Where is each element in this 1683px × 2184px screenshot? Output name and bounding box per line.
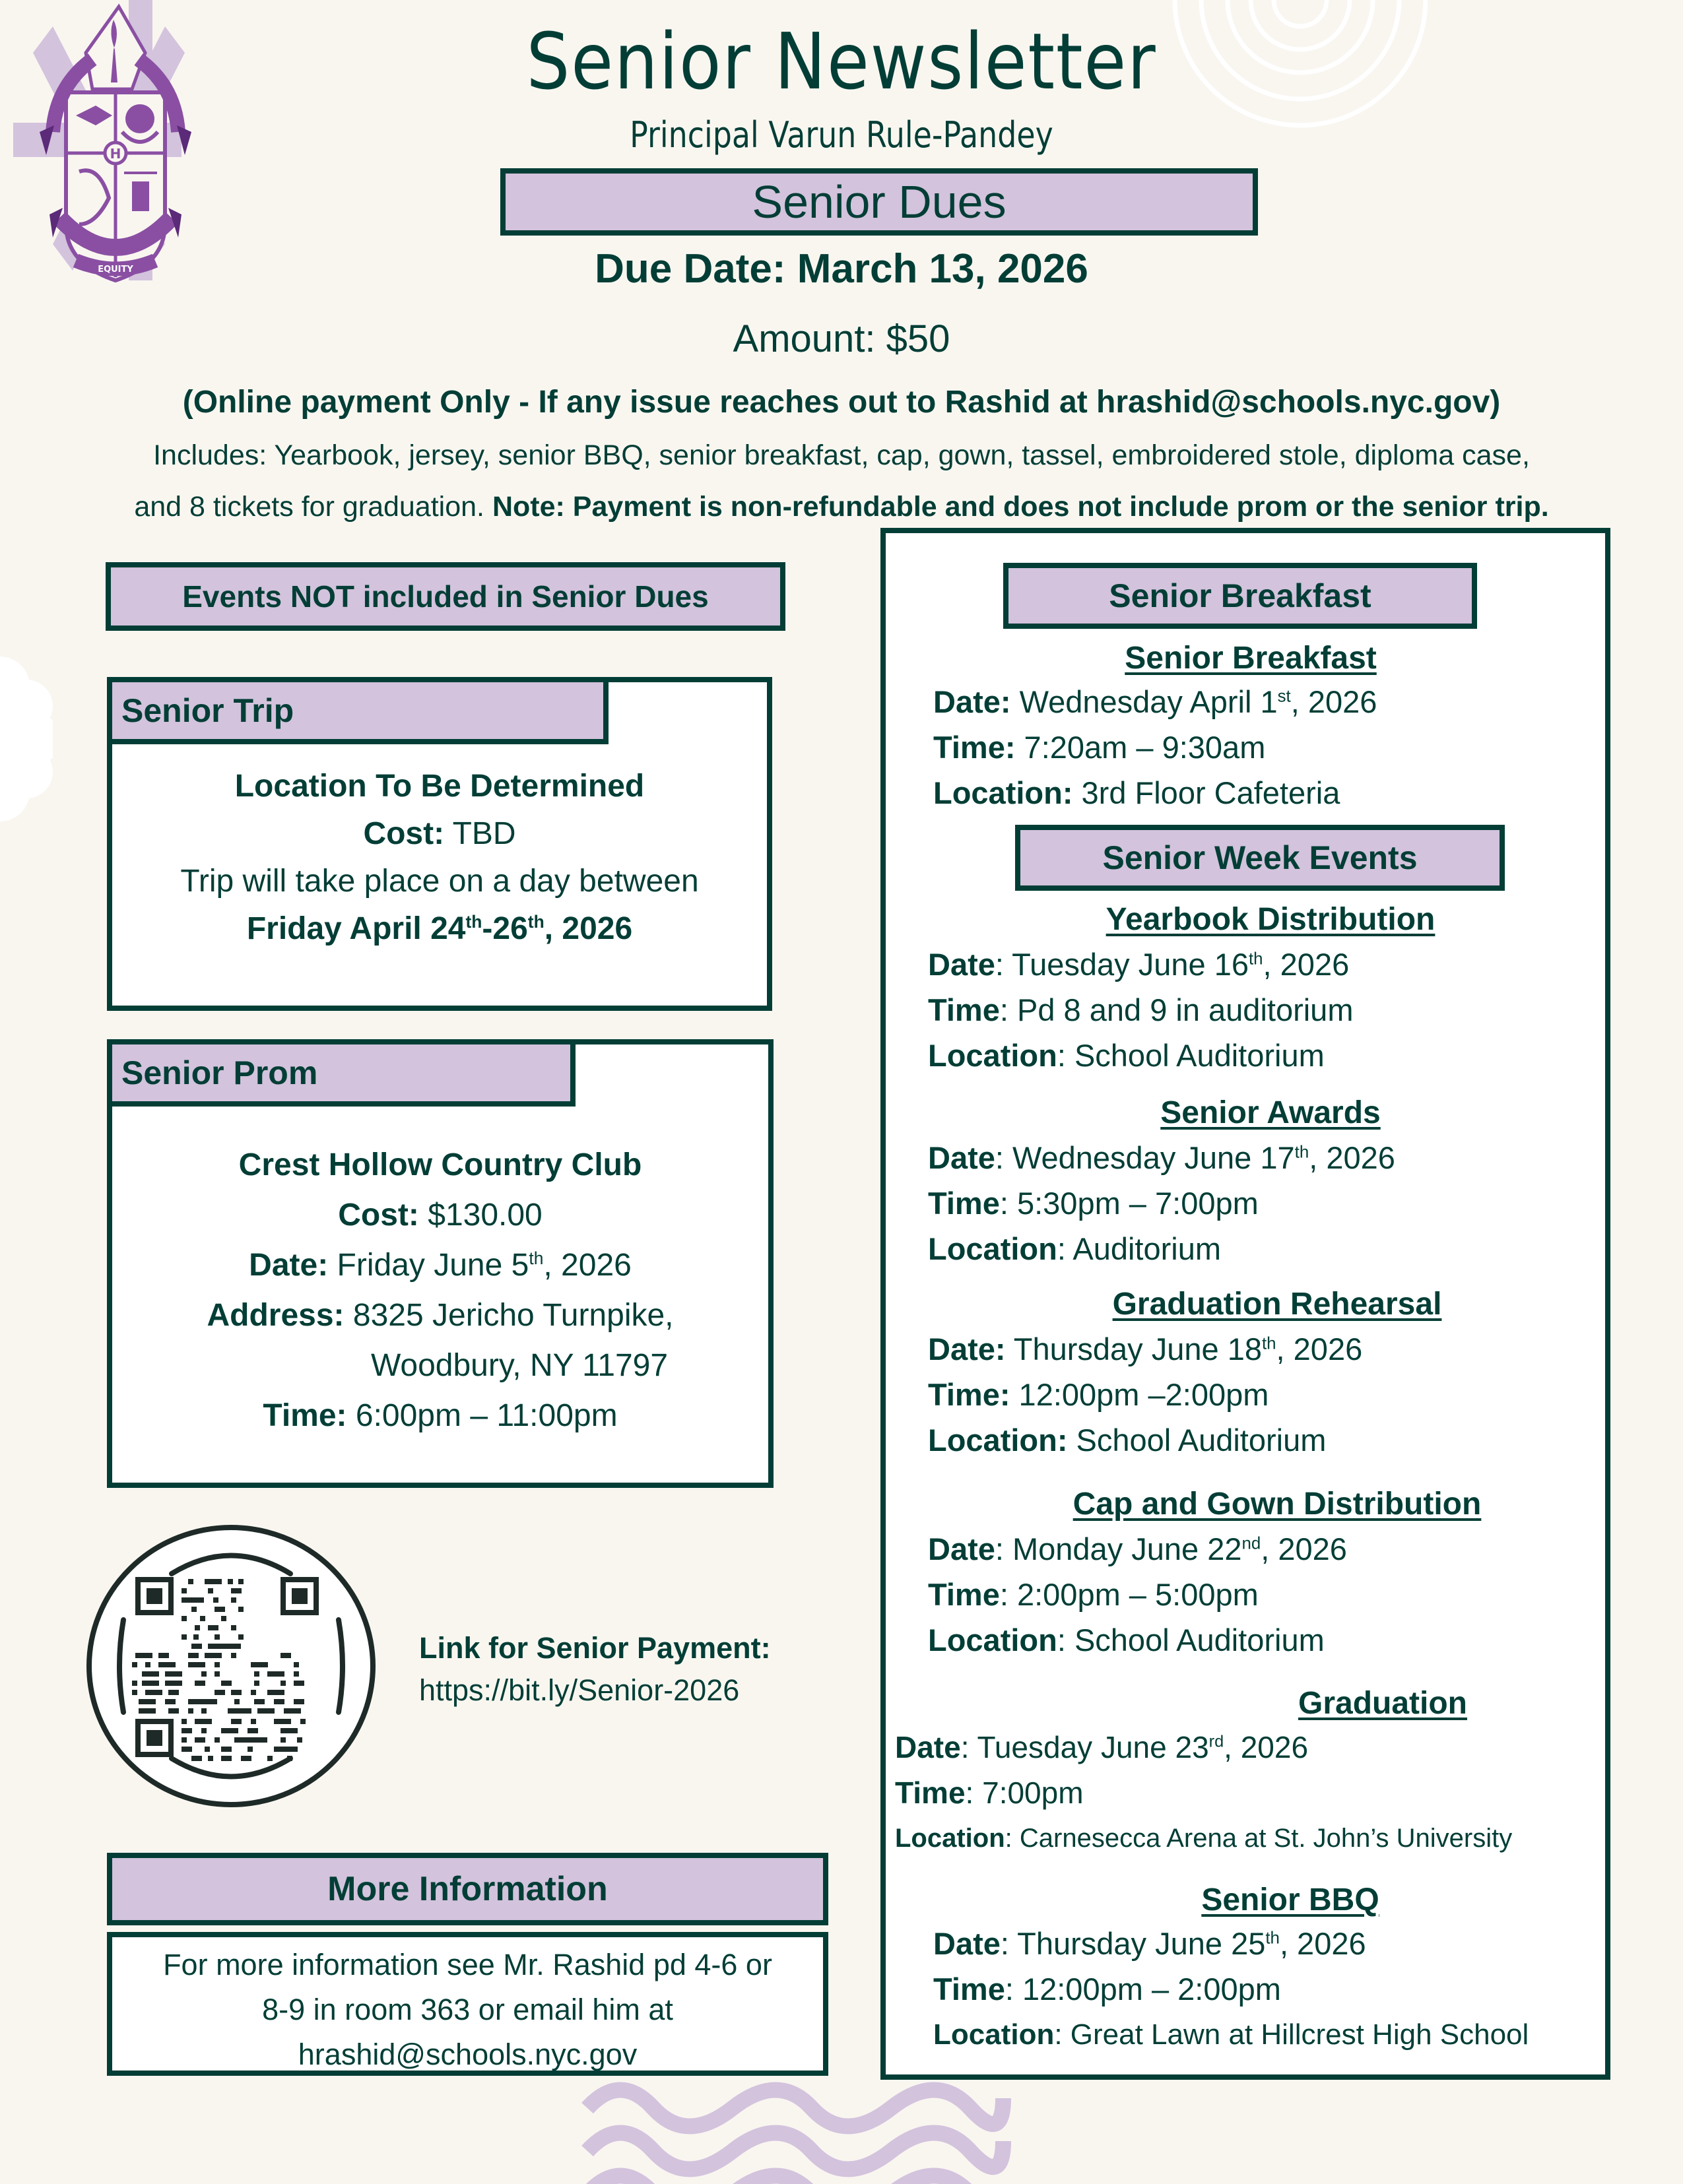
event-time: Time: 2:00pm – 5:00pm	[928, 1577, 1259, 1612]
senior-dues-heading-text: Senior Dues	[752, 176, 1006, 228]
svg-text:EQUITY: EQUITY	[98, 265, 133, 274]
trip-location: Location To Be Determined	[234, 769, 645, 804]
event-date: Date: Tuesday June 23rd, 2026	[895, 1730, 1309, 1764]
prom-address-line-2: Woodbury, NY 11797	[370, 1348, 669, 1383]
svg-text:H: H	[110, 146, 121, 162]
dues-amount: Amount: $50	[733, 317, 950, 360]
non-refundable-note: Note: Payment is non-refundable and does not include prom or the senior trip.	[492, 491, 1549, 523]
event-date: Date: Thursday June 25th, 2026	[933, 1926, 1366, 1961]
due-date: Due Date: March 13, 2026	[595, 246, 1088, 292]
event-title-rehearsal: Graduation Rehearsal	[1112, 1287, 1442, 1322]
trip-window-text: Trip will take place on a day between	[180, 864, 699, 899]
event-date: Date: Wednesday June 17th, 2026	[928, 1140, 1395, 1175]
decorative-waves	[581, 2078, 1030, 2184]
events-not-included-heading	[106, 562, 785, 631]
event-title-graduation: Graduation	[1298, 1686, 1467, 1721]
senior-breakfast-heading	[1003, 563, 1477, 629]
event-time: Time: Pd 8 and 9 in auditorium	[928, 992, 1354, 1027]
more-info-line-1: For more information see Mr. Rashid pd 4-6 or	[163, 1948, 772, 1981]
event-date: Date: Thursday June 18th, 2026	[928, 1332, 1363, 1366]
event-location: Location: School Auditorium	[928, 1038, 1325, 1073]
payment-link-label: Link for Senior Payment:	[419, 1631, 771, 1665]
event-location: Location: Auditorium	[928, 1231, 1222, 1266]
more-information-heading	[107, 1853, 828, 1925]
prom-date: Date: Friday June 5th, 2026	[249, 1248, 632, 1283]
senior-prom-details	[112, 1140, 768, 1441]
senior-week-heading	[1015, 825, 1505, 891]
event-title-awards: Senior Awards	[1160, 1095, 1381, 1130]
payment-link-url[interactable]: https://bit.ly/Senior-2026	[419, 1673, 740, 1707]
event-location: Location: School Auditorium	[928, 1423, 1327, 1458]
includes-line-1: Includes: Yearbook, jersey, senior BBQ, senior breakfast, cap, gown, tassel, embroidered stole, diploma case,	[153, 439, 1530, 471]
newsletter-title: Senior Newsletter	[526, 16, 1157, 107]
event-title-bbq: Senior BBQ	[1201, 1882, 1379, 1917]
more-information-body	[107, 1932, 828, 2076]
breakfast-location: Location: 3rd Floor Cafeteria	[933, 775, 1340, 810]
more-info-email[interactable]: hrashid@schools.nyc.gov	[298, 2038, 638, 2071]
event-title-cap-gown: Cap and Gown Distribution	[1072, 1487, 1482, 1522]
prom-time: Time: 6:00pm – 11:00pm	[263, 1398, 618, 1433]
event-location: Location: Great Lawn at Hillcrest High School	[933, 2018, 1529, 2051]
breakfast-title: Senior Breakfast	[1125, 641, 1377, 676]
breakfast-date: Date: Wednesday April 1st, 2026	[933, 684, 1377, 719]
event-date: Date: Monday June 22nd, 2026	[928, 1531, 1347, 1566]
senior-trip-card	[107, 677, 772, 1011]
includes-line-2	[0, 487, 1683, 527]
more-information-heading-text: More Information	[327, 1870, 608, 1908]
includes-line-2-plain: and 8 tickets for graduation.	[134, 491, 492, 523]
event-location: Location: Carnesecca Arena at St. John’s University	[895, 1824, 1513, 1853]
online-payment-note: (Online payment Only - If any issue reaches out to Rashid at hrashid@schools.nyc.gov)	[182, 385, 1501, 420]
event-time: Time: 7:00pm	[895, 1776, 1084, 1810]
event-time: Time: 12:00pm –2:00pm	[928, 1377, 1269, 1412]
trip-dates: Friday April 24th-26th, 2026	[246, 911, 633, 946]
prom-venue: Crest Hollow Country Club	[238, 1147, 642, 1182]
senior-breakfast-heading-text: Senior Breakfast	[1109, 577, 1371, 614]
trip-cost: Cost: TBD	[363, 816, 516, 851]
senior-prom-card	[107, 1039, 774, 1488]
event-time: Time: 5:30pm – 7:00pm	[928, 1186, 1259, 1221]
events-not-included-text: Events NOT included in Senior Dues	[182, 579, 709, 614]
qr-code-icon[interactable]	[82, 1521, 380, 1811]
event-time: Time: 12:00pm – 2:00pm	[933, 1972, 1281, 2007]
prom-cost: Cost: $130.00	[338, 1198, 543, 1233]
senior-prom-tab-label: Senior Prom	[121, 1054, 318, 1091]
senior-prom-tab	[107, 1039, 576, 1107]
event-title-yearbook: Yearbook Distribution	[1106, 902, 1436, 937]
prom-address: Address: 8325 Jericho Turnpike,	[207, 1298, 674, 1333]
principal-subtitle: Principal Varun Rule-Pandey	[630, 114, 1053, 156]
more-info-line-2: 8-9 in room 363 or email him at	[262, 1993, 673, 2026]
breakfast-time: Time: 7:20am – 9:30am	[933, 730, 1266, 765]
senior-trip-details	[112, 763, 767, 953]
event-date: Date: Tuesday June 16th, 2026	[928, 947, 1350, 982]
decorative-cloud	[0, 653, 53, 825]
senior-trip-tab	[107, 677, 609, 744]
senior-week-heading-text: Senior Week Events	[1102, 839, 1418, 876]
senior-dues-heading	[500, 168, 1258, 236]
event-location: Location: School Auditorium	[928, 1622, 1325, 1657]
senior-trip-tab-label: Senior Trip	[121, 692, 294, 729]
